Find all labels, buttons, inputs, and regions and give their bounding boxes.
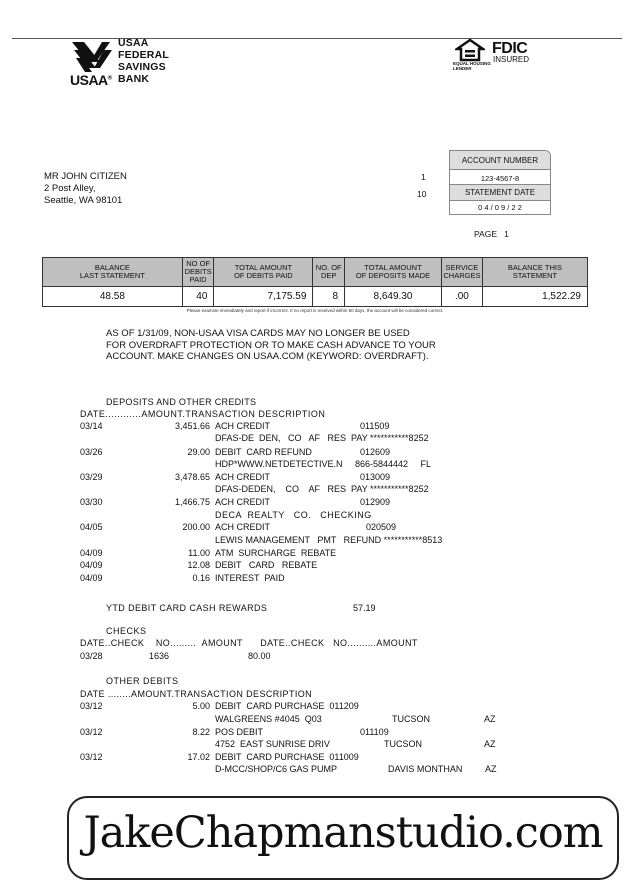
deposit-description: DEBIT CARD REBATE [215, 560, 318, 570]
deposit-detail: DECA REALTY CO. CHECKING [215, 510, 372, 520]
debit-date: 03/12 [80, 727, 103, 737]
deposit-description: ACH CREDIT [215, 472, 271, 482]
debit-amount: 5.00 [192, 701, 210, 711]
deposit-date: 04/05 [80, 522, 103, 532]
page-indicator: PAGE 1 [474, 229, 509, 239]
deposit-description: ACH CREDIT [215, 497, 271, 507]
deposits-title: DEPOSITS AND OTHER CREDITS [106, 397, 257, 407]
debit-description: DEBIT CARD PURCHASE 011009 [215, 752, 359, 762]
debit-code: 011109 [360, 727, 389, 737]
watermark-banner [67, 796, 619, 880]
debit-amount: 17.02 [187, 752, 210, 762]
bank-name: USAA FEDERAL SAVINGS BANK [118, 37, 169, 85]
account-number-label: ACCOUNT NUMBER [450, 151, 550, 170]
deposit-code: 011509 [360, 421, 390, 431]
check-number: 1636 [149, 651, 170, 661]
balance-this-statement: 1,522.29 [482, 287, 587, 307]
deposit-amount: 1,466.75 [174, 497, 210, 507]
fdic-label: FDIC [492, 40, 528, 57]
deposit-detail: LEWIS MANAGEMENT PMT REFUND ***********8513 [215, 535, 443, 545]
summary-header: BALANCE THIS STATEMENT [482, 258, 587, 287]
checks-title: CHECKS [106, 626, 147, 636]
equal-housing-icon [455, 38, 485, 62]
debit-city: TUCSON [392, 714, 430, 724]
deposit-date: 03/30 [80, 497, 103, 507]
debit-date: 03/12 [80, 701, 103, 711]
customer-city: Seattle, WA 98101 [44, 195, 123, 206]
watermark-text: JakeChapmanstudio.com [83, 808, 603, 858]
summary-header: SERVICE CHARGES [441, 258, 482, 287]
account-number: 123-4567-8 [480, 174, 520, 183]
total-deposits: 8,649.30 [345, 287, 442, 307]
statement-date: 0 4 / 0 9 / 2 2 [478, 203, 522, 212]
deposit-code: 020509 [366, 522, 397, 532]
deposits-header: DATE............AMOUNT.TRANSACTION DESCRIPTION [80, 409, 326, 419]
debit-state: AZ [484, 714, 496, 724]
debit-state: AZ [484, 739, 496, 749]
deposit-amount: 29.00 [187, 447, 210, 457]
other-debits-header: DATE ........AMOUNT.TRANSACTION DESCRIPTION [80, 689, 313, 699]
equal-housing-lender-label: EQUAL HOUSING LENDER [453, 61, 491, 71]
deposit-amount: 200.00 [182, 522, 210, 532]
check-date: 03/28 [80, 651, 103, 661]
debit-detail: 4752 EAST SUNRISE DRIV [215, 739, 330, 749]
debit-description: DEBIT CARD PURCHASE 011209 [215, 701, 359, 711]
deposit-date: 03/26 [80, 447, 103, 457]
summary-header: NO. OF DEP [313, 258, 345, 287]
debit-city: DAVIS MONTHAN [388, 764, 463, 774]
deposit-amount: 0.16 [192, 573, 210, 583]
deposit-detail: DFAS-DE DEN, CO AF RES PAY ***********8252 [215, 433, 429, 443]
fdic-insured-label: INSURED [493, 55, 530, 64]
statement-date-label: STATEMENT DATE [450, 184, 550, 201]
deposit-description: ACH CREDIT [215, 421, 271, 431]
deposit-date: 03/14 [80, 421, 103, 431]
deposit-description: DEBIT CARD REFUND [215, 447, 312, 457]
overdraft-notice: AS OF 1/31/09, NON-USAA VISA CARDS MAY NO LONGER BE USED FOR OVERDRAFT PROTECTION OR TO MAKE CASH ADVANCE TO YOUR ACCOUNT. MAKE CHANGES ON USAA.COM (KEYWORD: OVERDRAFT). [106, 328, 436, 362]
deposit-date: 03/29 [80, 472, 103, 482]
deposit-detail: HDP*WWW.NETDETECTIVE.N 866-5844442 FL [215, 459, 432, 469]
deposit-amount: 11.00 [188, 548, 210, 558]
debit-date: 03/12 [80, 752, 103, 762]
deposit-code: 012909 [360, 497, 391, 507]
debit-description: POS DEBIT [215, 727, 264, 737]
summary-note: Please examine immediately and report if incorrect. If no report is received within 60 days, the account will be considered correct. [186, 308, 444, 313]
other-debits-title: OTHER DEBITS [106, 676, 179, 686]
balance-last-statement: 48.58 [43, 287, 183, 307]
top-rule [12, 38, 622, 39]
usaa-logo-word: USAA® [70, 72, 112, 88]
number-of-debits: 40 [182, 287, 214, 307]
summary-header: NO OF DEBITS PAID [182, 258, 214, 287]
customer-name: MR JOHN CITIZEN [44, 171, 127, 182]
ytd-rewards-label: YTD DEBIT CARD CASH REWARDS [106, 603, 268, 613]
deposit-description: ATM SURCHARGE REBATE [215, 548, 337, 558]
debit-city: TUCSON [384, 739, 422, 749]
debit-detail: D-MCC/SHOP/C6 GAS PUMP [215, 764, 338, 774]
side-number-2: 10 [417, 189, 427, 199]
summary-header: BALANCE LAST STATEMENT [43, 258, 183, 287]
debit-state: AZ [485, 764, 497, 774]
deposit-detail: DFAS-DEDEN, CO AF RES PAY ***********8252 [215, 484, 429, 494]
customer-address [44, 171, 127, 207]
checks-header: DATE..CHECK NO......... AMOUNT DATE..CHECK NO..........AMOUNT [80, 638, 418, 648]
ytd-rewards-value: 57.19 [353, 603, 376, 613]
deposit-amount: 12.08 [187, 560, 210, 570]
balance-summary-table [42, 257, 588, 307]
deposit-code: 012609 [360, 447, 391, 457]
deposit-date: 04/09 [80, 573, 103, 583]
debit-detail: WALGREENS #4045 Q03 [215, 714, 322, 724]
summary-header: TOTAL AMOUNT OF DEPOSITS MADE [345, 258, 442, 287]
deposit-date: 04/09 [80, 548, 103, 558]
customer-street: 2 Post Alley, [44, 183, 96, 194]
deposit-description: INTEREST PAID [215, 573, 285, 583]
deposit-description: ACH CREDIT [215, 522, 271, 532]
debit-amount: 8.22 [192, 727, 210, 737]
deposit-amount: 3,451.66 [174, 421, 210, 431]
deposit-code: 013009 [360, 472, 391, 482]
deposit-amount: 3,478.65 [174, 472, 210, 482]
number-of-deposits: 8 [313, 287, 345, 307]
summary-header: TOTAL AMOUNT OF DEBITS PAID [214, 258, 313, 287]
side-number-1: 1 [421, 172, 426, 182]
service-charges: .00 [441, 287, 482, 307]
total-debits: 7,175.59 [214, 287, 313, 307]
account-info-box [449, 150, 551, 215]
deposit-date: 04/09 [80, 560, 103, 570]
check-amount: 80.00 [248, 651, 271, 661]
